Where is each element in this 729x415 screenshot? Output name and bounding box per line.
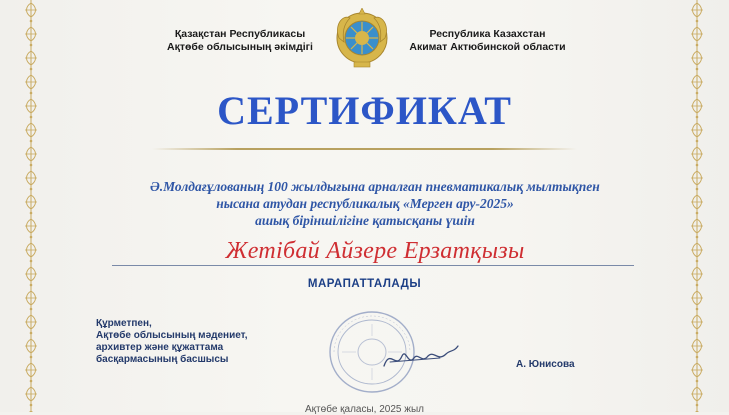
event-line-1: Ә.Молдағұлованың 100 жылдығына арналған пневматикалық мылтықпен bbox=[150, 179, 600, 194]
right-ornament-pattern bbox=[687, 0, 707, 412]
left-ornament-border bbox=[21, 0, 41, 412]
signatory-line-4: басқармасының басшысы bbox=[96, 354, 229, 365]
right-ornament-border bbox=[687, 0, 707, 412]
header-left-line1: Қазақстан Республикасы bbox=[174, 28, 306, 40]
header-left-kazakh bbox=[160, 28, 320, 54]
event-description bbox=[150, 178, 600, 229]
signatory-line-3: архивтер және құжаттама bbox=[96, 342, 224, 353]
event-line-2: нысана атудан республикалық «Мерген ару-2025» bbox=[216, 196, 514, 211]
left-ornament-pattern bbox=[21, 0, 41, 412]
certificate-title: СЕРТИФИКАТ bbox=[217, 88, 512, 133]
handwritten-signature bbox=[380, 340, 460, 376]
signatory-line-1: Құрметпен, bbox=[96, 318, 152, 329]
awarded-label: МАРАПАТТАЛАДЫ bbox=[307, 278, 422, 290]
signatory-position bbox=[96, 318, 296, 366]
header-right-line2: Акимат Актюбинской области bbox=[409, 41, 566, 53]
header-right-russian bbox=[400, 28, 575, 54]
header-right-line1: Республика Казахстан bbox=[429, 28, 546, 40]
title-divider bbox=[152, 148, 577, 150]
kazakhstan-emblem-icon bbox=[334, 8, 390, 70]
signatory-line-2: Ақтөбе облысының мәдениет, bbox=[96, 330, 248, 341]
recipient-name: Жетібай Айзере Ерзатқызы bbox=[225, 238, 525, 264]
recipient-underline bbox=[112, 265, 634, 266]
event-line-3: ашық біріншілігіне қатысқаны үшін bbox=[255, 213, 475, 228]
signer-name: А. Юнисова bbox=[516, 359, 575, 370]
header-left-line2: Ақтөбе облысының әкімдігі bbox=[167, 41, 313, 53]
place-and-year: Ақтөбе қаласы, 2025 жыл bbox=[305, 404, 424, 415]
